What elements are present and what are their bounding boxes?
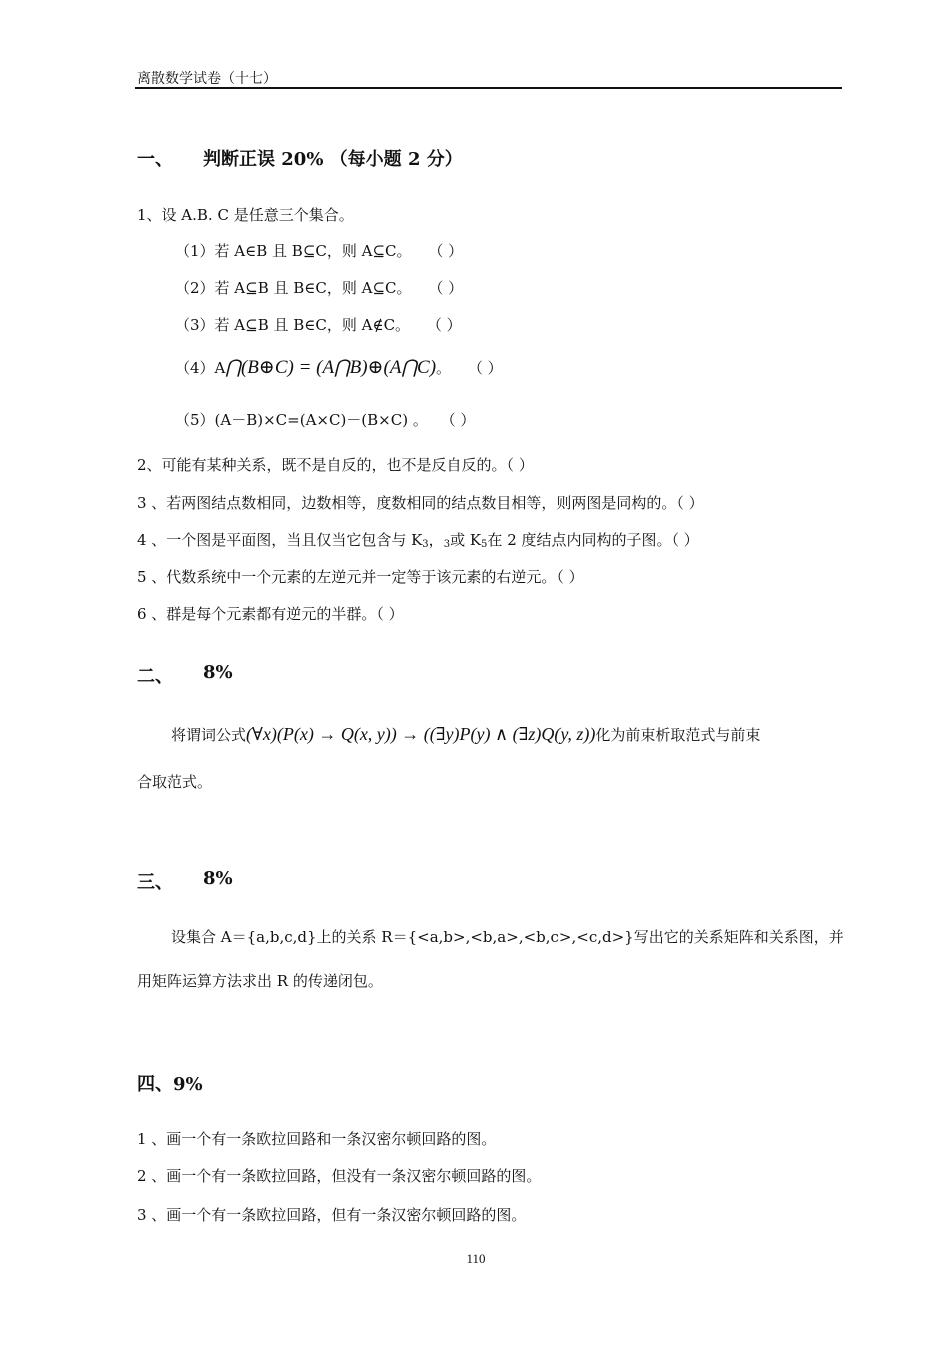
question-4 (137, 529, 699, 550)
question-1-stem: 1、设 A.B. C 是任意三个集合。 (137, 206, 354, 224)
question-1-item-4 (175, 356, 503, 379)
section-4-item-1: 1 、画一个有一条欧拉回路和一条汉密尔顿回路的图。 (137, 1130, 497, 1148)
item-text: （3）若 A⊆B 且 B∈C，则 A∉C。 (175, 316, 411, 334)
predicate-formula: (∀x)(P(x) → Q(x, y)) → ((∃y)P(y) ∧ (∃z)Q(y, z)) (246, 724, 596, 744)
section-1-number: 一、 (137, 149, 173, 170)
section-4-item-3: 3 、画一个有一条欧拉回路，但有一条汉密尔顿回路的图。 (137, 1206, 527, 1224)
section-3-line-1: 设集合 A＝{a,b,c,d}上的关系 R＝{<a,b>,<b,a>,<b,c>,<c,d>}写出它的关系矩阵和关系图，并 (171, 928, 844, 946)
answer-paren: （ ） (428, 242, 464, 260)
section-2-line-1 (171, 724, 760, 745)
answer-paren: （ ） (426, 316, 462, 334)
section-2-lead: 将谓词公式 (171, 726, 247, 744)
item-text: （1）若 A∈B 且 B⊆C，则 A⊆C。 (175, 242, 412, 260)
question-3: 3 、若两图结点数相同，边数相等，度数相同的结点数目相等，则两图是同构的。（ ） (137, 494, 704, 512)
question-2: 2、可能有某种关系，既不是自反的，也不是反自反的。（ ） (137, 456, 534, 474)
question-5: 5 、代数系统中一个元素的左逆元并一定等于该元素的右逆元。（ ） (137, 568, 584, 586)
page-header: 离散数学试卷（十七） (137, 71, 277, 87)
q4-sub-1: 3 (422, 539, 429, 550)
section-3-line-2: 用矩阵运算方法求出 R 的传递闭包。 (137, 972, 383, 990)
section-2-line-2: 合取范式。 (137, 773, 213, 791)
item-suffix: 。 (436, 359, 452, 377)
section-2-tail: 化为前束析取范式与前束 (595, 726, 761, 744)
q4-text-a: 4 、一个图是平面图，当且仅当它包含与 K (137, 531, 423, 549)
question-1-item-5 (175, 409, 475, 430)
section-1-title: 判断正误 20% （每小题 2 分） (203, 149, 463, 170)
section-2-title: 8% (203, 662, 233, 683)
item-text: （5）(A－B)×C=(A×C)－(B×C) 。 (175, 411, 428, 429)
q4-text-d: 在 2 度结点内同构的子图。（ ） (487, 531, 699, 549)
question-6: 6 、群是每个元素都有逆元的半群。（ ） (137, 605, 404, 623)
header-rule (135, 87, 842, 89)
q4-sub-2: 3 (443, 539, 451, 550)
question-1-item-3 (175, 314, 462, 335)
section-3-title: 8% (203, 868, 233, 889)
page-number: 110 (466, 1251, 486, 1266)
section-3-number: 三、 (137, 872, 173, 893)
question-1-item-1 (175, 240, 463, 261)
q4-text-b: ， (428, 531, 444, 549)
section-2-number: 二、 (137, 666, 173, 687)
answer-paren: （ ） (467, 359, 503, 377)
answer-paren: （ ） (440, 411, 476, 429)
answer-paren: （ ） (428, 279, 464, 297)
section-4-title: 四、9% (137, 1074, 203, 1095)
question-1-item-2 (175, 277, 463, 298)
item-prefix: （4）A (175, 359, 226, 377)
section-4-item-2: 2 、画一个有一条欧拉回路，但没有一条汉密尔顿回路的图。 (137, 1167, 542, 1185)
set-formula: ⋂(B⊕C) = (A⋂B)⊕(A⋂C) (225, 357, 437, 378)
q4-text-c: 或 K (450, 531, 482, 549)
item-text: （2）若 A⊆B 且 B∈C，则 A⊆C。 (175, 279, 412, 297)
q4-sub-3: 5 (481, 539, 488, 550)
